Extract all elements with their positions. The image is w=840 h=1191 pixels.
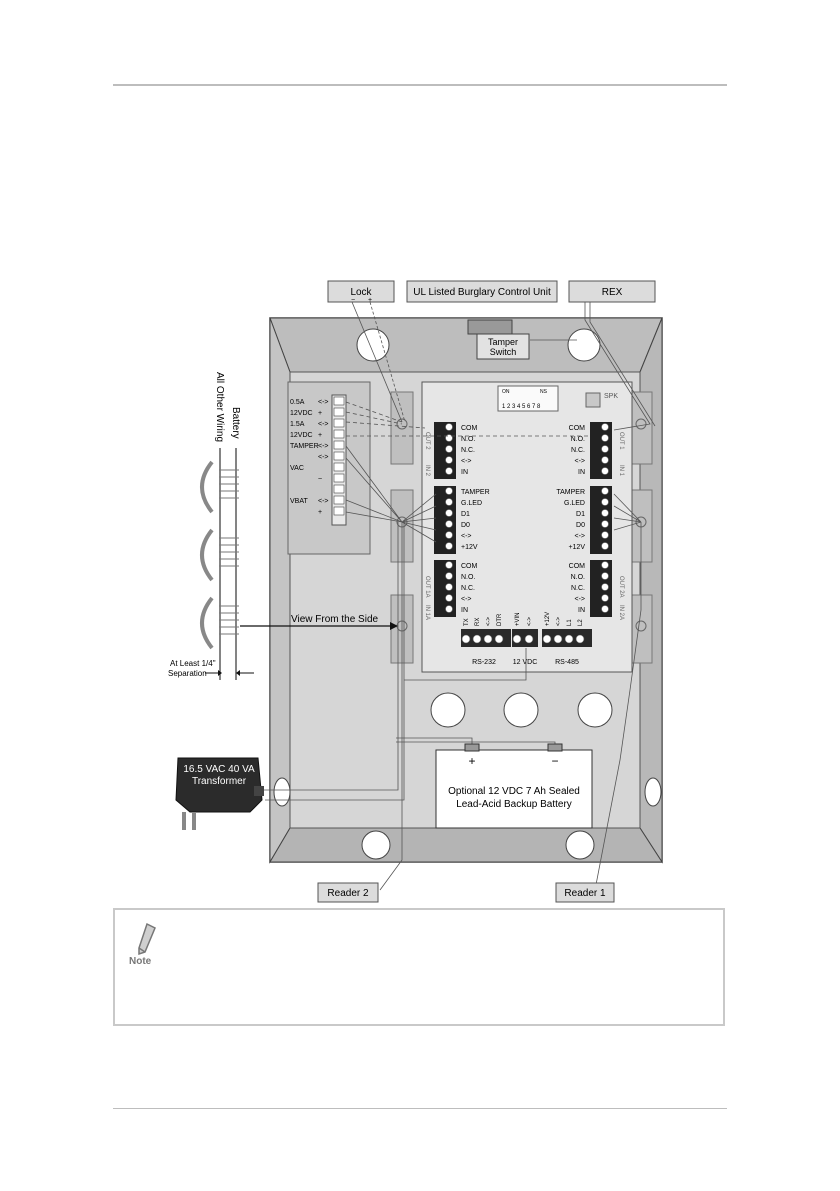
out_left_labels-label: <-> [461,458,472,465]
screw-terminal [446,424,453,431]
screw-terminal [446,562,453,569]
rs232_pins-pin: RX [475,617,481,626]
connector-screw [513,635,521,643]
lock-plus: + [367,297,373,304]
battery-minus: − [551,754,559,768]
connector-screw [484,635,492,643]
view-from-side-label: View From the Side [291,614,379,625]
out_left_labels-label: N.C. [461,447,475,454]
power-terminal-label: 12VDC [290,432,313,439]
power-terminal-sign: + [318,432,323,439]
power-screw [334,408,344,416]
screw-terminal [602,457,609,464]
power-terminal-sign: <-> [318,421,329,428]
connector-screw [565,635,573,643]
rs485-label: RS-485 [555,659,579,666]
reader2-box [318,883,378,902]
reader_right_labels-label: D1 [576,511,585,518]
screw-terminal [602,606,609,613]
screw-terminal [446,543,453,550]
power-terminal-sign: <-> [318,454,329,461]
power-screw [334,452,344,460]
screw-terminal [602,424,609,431]
screw-terminal [602,499,609,506]
reader2-label: Reader 2 [327,888,369,899]
dc-label: 12 VDC [512,659,538,666]
connector-screw [495,635,503,643]
rs485_pins-pin: <-> [556,616,562,626]
power-screw [334,496,344,504]
separation-label-2: Separation [168,669,207,678]
side-tag-in1: IN 1 [618,465,624,477]
battery-label: Battery [230,407,241,439]
reader_right_labels-label: <-> [574,533,585,540]
power-terminal-label: 0.5A [290,399,305,406]
power-terminal-label: 12VDC [290,410,313,417]
screw-terminal [602,521,609,528]
screw-terminal [446,584,453,591]
screw-terminal [446,435,453,442]
reader_left_labels-label: <-> [461,533,472,540]
lock-label: Lock [350,287,372,298]
rex-box [569,281,655,302]
out_right_labels-label: COM [568,425,585,432]
rs232-label: RS-232 [472,659,496,666]
power-terminal-sign: <-> [318,399,329,406]
reader1-label: Reader 1 [564,888,606,899]
separation-label-1: At Least 1/4" [170,659,216,668]
power-screw [334,485,344,493]
battery-box-label-1: Optional 12 VDC 7 Ah Sealed [448,786,580,797]
reader_right_labels-label: D0 [576,522,585,529]
reader_left_labels-label: D1 [461,511,470,518]
tamper-switch-label-1: Tamper [487,337,519,347]
screw-terminal [446,499,453,506]
screw-terminal [446,446,453,453]
out_right2_labels-label: IN [578,607,585,614]
reader_left_labels-block [434,486,456,554]
out_left2_labels-label: N.O. [461,574,476,581]
out_right2_labels-label: N.C. [571,585,585,592]
power-terminal-sign: ~ [318,476,323,483]
battery-box-label-2: Lead-Acid Backup Battery [456,799,572,810]
reader_right_labels-label: TAMPER [556,489,585,496]
transformer-label-2: Transformer [191,776,247,787]
out_left_labels-label: COM [461,425,478,432]
note-box [113,908,725,1026]
power-terminal-sign: + [318,509,323,516]
reader_left_labels-label: +12V [461,544,478,551]
out_right_labels-label: IN [578,469,585,476]
out_left_labels-label: N.O. [461,436,476,443]
screw-terminal [446,488,453,495]
reader1-box [556,883,614,902]
connector-screw [543,635,551,643]
power-screw [334,430,344,438]
all-other-wiring-label: All Other Wiring [214,372,225,443]
screw-terminal [602,435,609,442]
screw-terminal [602,573,609,580]
rex-label: REX [601,287,623,298]
out_right2_labels-label: <-> [574,596,585,603]
screw-terminal [602,543,609,550]
screw-terminal [446,521,453,528]
power-screw [334,463,344,471]
rs232_pins-pin: DTR [497,613,503,626]
screw-terminal [446,606,453,613]
screw-terminal [446,532,453,539]
power-terminal-label: 1.5A [290,421,305,428]
power-terminal-label: VBAT [290,498,308,505]
reader_right_labels-label: G.LED [563,500,585,507]
side-tag-out2: OUT 2 [424,432,430,450]
screw-terminal [602,584,609,591]
power-terminal-sign: + [318,410,323,417]
side-tag-in2a: IN 2A [618,605,624,621]
power-terminal-sign: <-> [318,498,329,505]
rs485_pins-pin: L2 [578,619,584,626]
battery-plus: + [468,754,476,768]
screw-terminal [602,595,609,602]
power-screw [334,441,344,449]
power-terminal-sign: <-> [318,443,329,450]
connector-screw [576,635,584,643]
power-screw [334,397,344,405]
screw-terminal [446,573,453,580]
rs232_pins-pin: TX [464,618,470,626]
out_right2_labels-label: COM [568,563,585,570]
rs232_pins-pin: <-> [486,616,492,626]
side-tag-in1a: IN 1A [424,605,430,621]
ul-unit-label: UL Listed Burglary Control Unit [413,287,551,298]
reader_left_labels-label: TAMPER [461,489,490,496]
out_left2_labels-label: COM [461,563,478,570]
out_left_labels-label: IN [461,469,468,476]
out_left2_labels-label: <-> [461,596,472,603]
screw-terminal [602,532,609,539]
dc_pins-pin: <-> [527,616,533,626]
lock-label-box [328,281,394,304]
screw-terminal [446,457,453,464]
reader_right_labels-block [590,486,612,554]
screw-terminal [602,446,609,453]
side-tag-out1: OUT 1 [618,432,624,450]
note-label: Note [129,956,152,967]
dip-on: ON [502,389,510,395]
dip-ns: NS [540,389,547,395]
screw-terminal [602,488,609,495]
reader_right_labels-label: +12V [568,544,585,551]
rs485_pins-pin: L1 [567,619,573,626]
screw-terminal [446,510,453,517]
reader_left_labels-label: G.LED [461,500,483,507]
spk-label: SPK [604,393,619,400]
out_right_labels-label: N.O. [570,436,585,443]
power-terminal-label: TAMPER [290,443,319,450]
out_left2_labels-label: IN [461,607,468,614]
connector-screw [525,635,533,643]
screw-terminal [602,510,609,517]
power-screw [334,507,344,515]
connector-screw [462,635,470,643]
lock-minus: − [350,297,356,304]
tamper-switch-label-2: Switch [489,347,517,357]
dc_pins-pin: +VIN [515,612,521,626]
ul-unit-box [407,281,557,302]
out_right_labels-label: N.C. [571,447,585,454]
out_right_labels-label: <-> [574,458,585,465]
power-terminal-label: VAC [290,465,304,472]
connector-screw [473,635,481,643]
backup-battery [436,744,592,828]
power-screw [334,419,344,427]
side-tag-out2a: OUT 2A [618,576,624,598]
reader_left_labels-label: D0 [461,522,470,529]
screw-terminal [446,595,453,602]
rs485_pins-pin: +12V [545,611,551,626]
transformer [176,758,264,830]
out_left2_labels-label: N.C. [461,585,475,592]
power-screw [334,474,344,482]
side-tag-in2: IN 2 [424,465,430,477]
side-tag-out1a: OUT 1A [424,576,430,598]
bottom-rule [113,1108,727,1109]
screw-terminal [602,562,609,569]
out_right2_labels-label: N.O. [570,574,585,581]
screw-terminal [602,468,609,475]
connector-screw [554,635,562,643]
transformer-label-1: 16.5 VAC 40 VA [183,764,255,775]
dip-numbers: 1 2 3 4 5 6 7 8 [502,404,541,410]
screw-terminal [446,468,453,475]
